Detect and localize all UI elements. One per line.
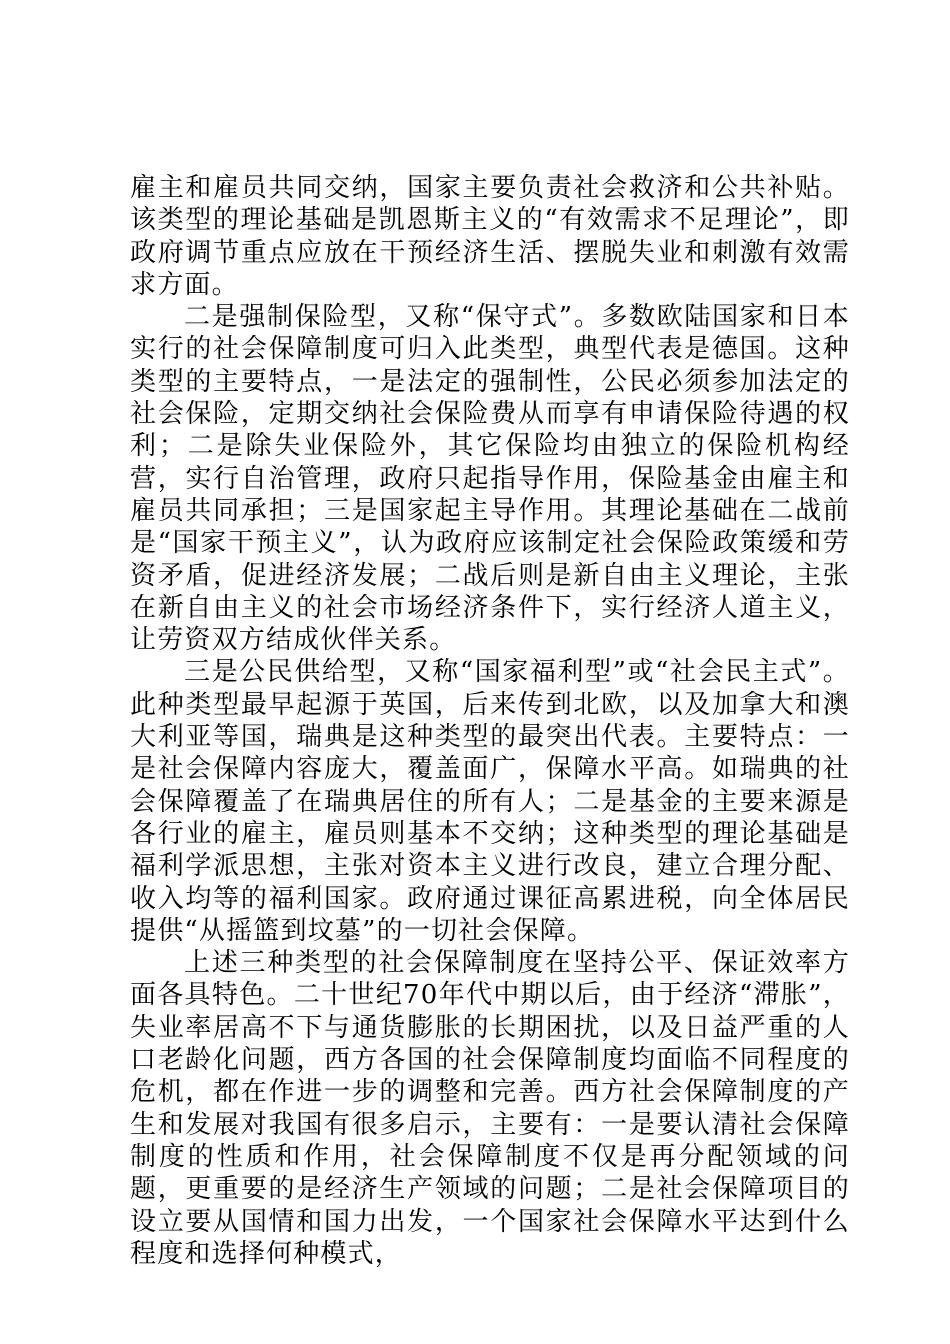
paragraph-summary-and-lessons: 上述三种类型的社会保障制度在坚持公平、保证效率方面各具特色。二十世纪70年代中期以后，由于经济“滞胀”，失业率居高不下与通货膨胀的长期困扰，以及日益严重的人口老龄化问题，西方各国的社会保障制度均面临不同程度的危机，都在作进一步的调整和完善。西方社会保障制度的产生和发展对我国有很多启示，主要有：一是要认清社会保障制度的性质和作用，社会保障制度不仅是再分配领域的问题，更重要的是经济生产领域的问题；二是社会保障项目的设立要从国情和国力出发，一个国家社会保障水平达到什么程度和选择何种模式， — [130, 948, 850, 1269]
paragraph-citizen-provision-type: 三是公民供给型，又称“国家福利型”或“社会民主式”。此种类型最早起源于英国，后来传到北欧，以及加拿大和澳大利亚等国，瑞典是这种类型的最突出代表。主要特点：一是社会保障内容庞大，覆盖面广，保障水平高。如瑞典的社会保障覆盖了在瑞典居住的所有人；二是基金的主要来源是各行业的雇主，雇员则基本不交纳；这种类型的理论基础是福利学派思想，主张对资本主义进行改良，建立合理分配、收入均等的福利国家。政府通过课征高累进税，向全体居民提供“从摇篮到坟墓”的一切社会保障。 — [130, 657, 850, 946]
paragraph-continuation: 雇主和雇员共同交纳，国家主要负责社会救济和公共补贴。该类型的理论基础是凯恩斯主义的“有效需求不足理论”，即政府调节重点应放在干预经济生活、摆脱失业和刺激有效需求方面。 — [130, 173, 850, 300]
paragraph-compulsory-insurance-type: 二是强制保险型，又称“保守式”。多数欧陆国家和日本实行的社会保障制度可归入此类型，典型代表是德国。这种类型的主要特点，一是法定的强制性，公民必须参加法定的社会保险，定期交纳社会保险费从而享有申请保险待遇的权利；二是除失业保险外，其它保险均由独立的保险机构经营，实行自治管理，政府只起指导作用，保险基金由雇主和雇员共同承担；三是国家起主导作用。其理论基础在二战前是“国家干预主义”，认为政府应该制定社会保险政策缓和劳资矛盾，促进经济发展；二战后则是新自由主义理论，主张在新自由主义的社会市场经济条件下，实行经济人道主义，让劳资双方结成伙伴关系。 — [130, 302, 850, 656]
document-body — [130, 172, 850, 1270]
